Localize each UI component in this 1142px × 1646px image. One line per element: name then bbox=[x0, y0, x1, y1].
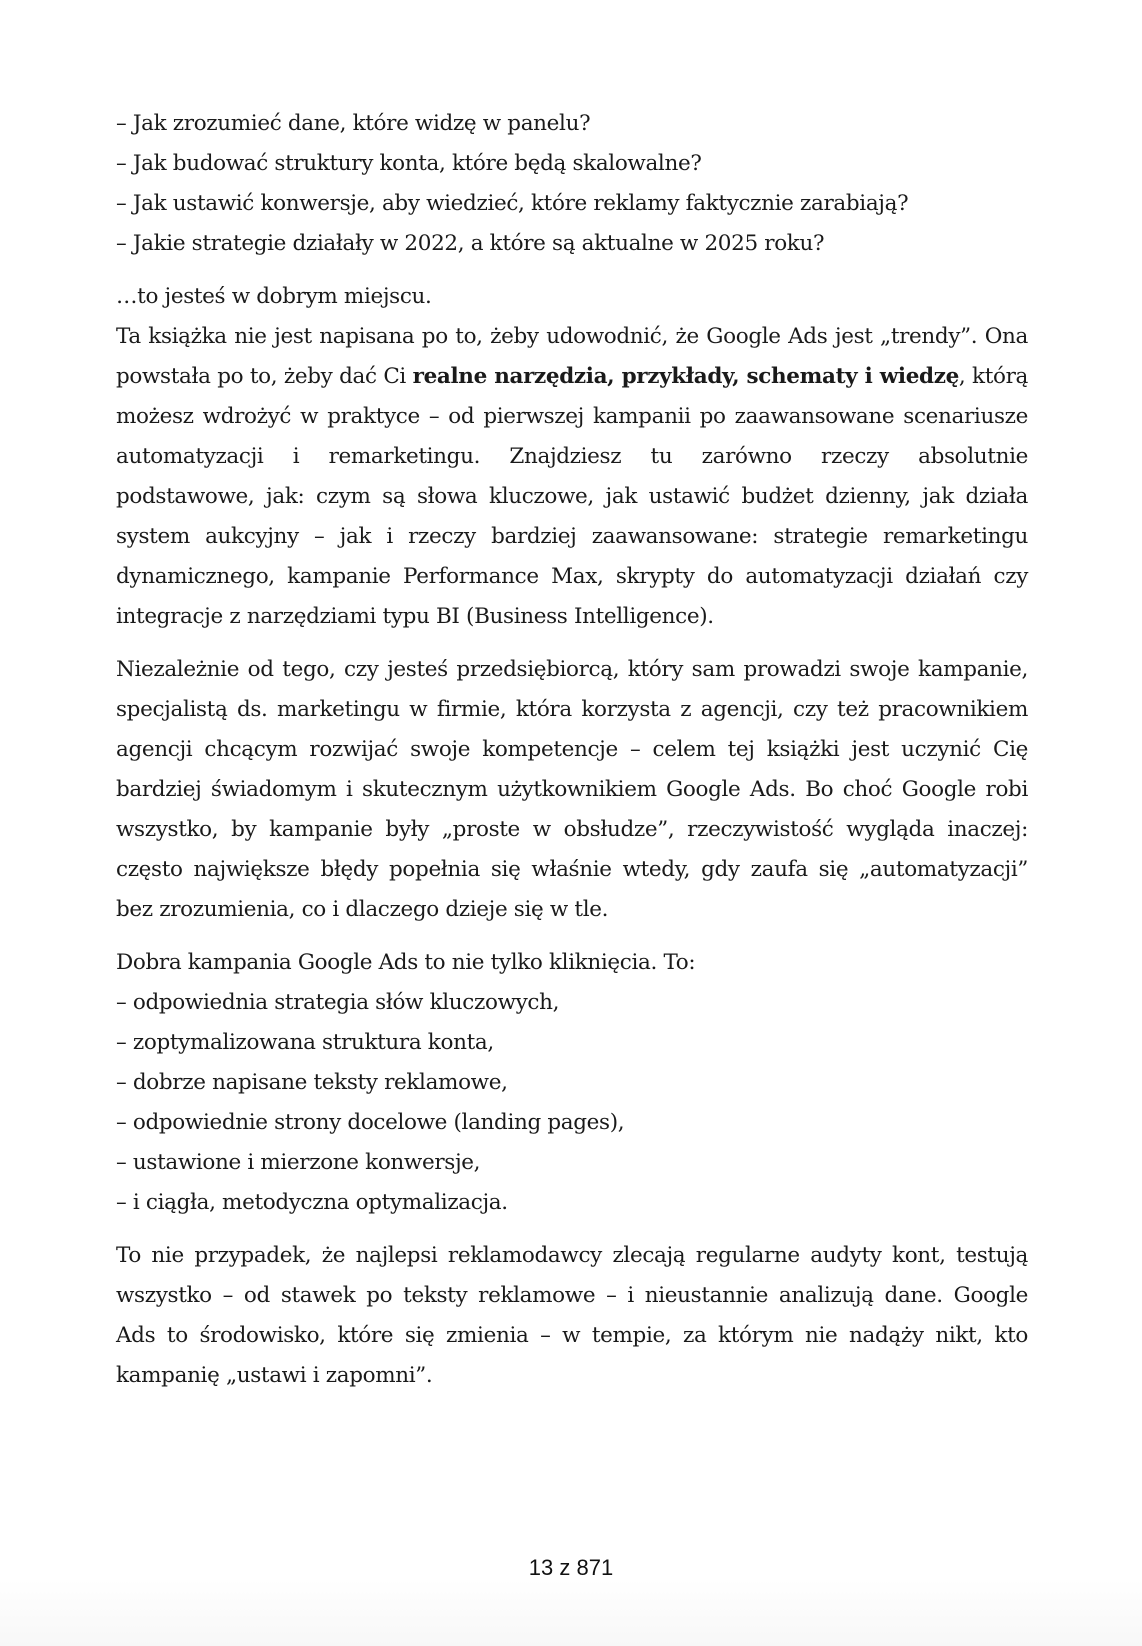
list-intro: Dobra kampania Google Ads to nie tylko kliknięcia. To: bbox=[116, 950, 696, 975]
text-line: bardziej świadomym i skutecznym użytkownikiem Google Ads. Bo choć Google robi bbox=[116, 777, 1028, 802]
text-line: często największe błędy popełnia się właśnie wtedy, gdy zaufa się „automatyzacji” bbox=[116, 857, 1028, 882]
text-line: możesz wdrożyć w praktyce – od pierwszej kampanii po zaawansowane scenariusze bbox=[116, 404, 1028, 429]
text-line: specjalistą ds. marketingu w firmie, która korzysta z agencji, czy też pracownikiem bbox=[116, 697, 1028, 722]
paragraph-book-purpose bbox=[116, 317, 1028, 637]
text-line: wszystko – od stawek po teksty reklamowe – i nieustannie analizują dane. Google bbox=[116, 1283, 1028, 1308]
list-item: – odpowiednie strony docelowe (landing pages), bbox=[116, 1110, 625, 1135]
paragraph-audience bbox=[116, 650, 1028, 930]
text-line: wszystko, by kampanie były „proste w obsłudze”, rzeczywistość wygląda inaczej: bbox=[116, 817, 1028, 842]
list-item: – zoptymalizowana struktura konta, bbox=[116, 1030, 494, 1055]
text-line: integracje z narzędziami typu BI (Business Intelligence). bbox=[116, 604, 714, 629]
document-page bbox=[116, 104, 1028, 1409]
text-line: To nie przypadek, że najlepsi reklamodawcy zlecają regularne audyty kont, testują bbox=[116, 1243, 1028, 1268]
question-item: – Jakie strategie działały w 2022, a które są aktualne w 2025 roku? bbox=[116, 231, 825, 256]
text-line: Niezależnie od tego, czy jesteś przedsiębiorcą, który sam prowadzi swoje kampanie, bbox=[116, 657, 1028, 682]
text-run: , którą bbox=[958, 364, 1028, 389]
text-line: podstawowe, jak: czym są słowa kluczowe, jak ustawić budżet dzienny, jak działa bbox=[116, 484, 1028, 509]
text-line: system aukcyjny – jak i rzeczy bardziej zaawansowane: strategie remarketingu bbox=[116, 524, 1028, 549]
question-item: – Jak ustawić konwersje, aby wiedzieć, które reklamy faktycznie zarabiają? bbox=[116, 191, 909, 216]
text-line: bez zrozumienia, co i dlaczego dzieje się w tle. bbox=[116, 897, 609, 922]
paragraph-good-campaign bbox=[116, 943, 1028, 1223]
text-run: powstała po to, żeby dać Ci bbox=[116, 364, 413, 389]
text-line: kampanię „ustawi i zapomni”. bbox=[116, 1363, 433, 1388]
text-line: Ta książka nie jest napisana po to, żeby udowodnić, że Google Ads jest „trendy”. Ona bbox=[116, 324, 1028, 349]
text-line: automatyzacji i remarketingu. Znajdziesz tu zarówno rzeczy absolutnie bbox=[116, 444, 1028, 469]
list-item: – odpowiednia strategia słów kluczowych, bbox=[116, 990, 560, 1015]
emphasis-text: realne narzędzia, przykłady, schematy i wiedzę bbox=[412, 364, 959, 389]
text-line: dynamicznego, kampanie Performance Max, skrypty do automatyzacji działań czy bbox=[116, 564, 1028, 589]
intro-answer: …to jesteś w dobrym miejscu. bbox=[116, 284, 432, 309]
text-line: agencji chcącym rozwijać swoje kompetencje – celem tej książki jest uczynić Cię bbox=[116, 737, 1028, 762]
text-line: Ads to środowisko, które się zmienia – w tempie, za którym nie nadąży nikt, kto bbox=[116, 1323, 1028, 1348]
question-item: – Jak zrozumieć dane, które widzę w panelu? bbox=[116, 111, 591, 136]
page-number: 13 z 871 bbox=[528, 1555, 614, 1580]
list-item: – i ciągła, metodyczna optymalizacja. bbox=[116, 1190, 508, 1215]
list-item: – dobrze napisane teksty reklamowe, bbox=[116, 1070, 508, 1095]
questions-list bbox=[116, 104, 1028, 264]
list-item: – ustawione i mierzone konwersje, bbox=[116, 1150, 481, 1175]
question-item: – Jak budować struktury konta, które będą skalowalne? bbox=[116, 151, 702, 176]
text-line-with-emphasis bbox=[116, 357, 1028, 397]
paragraph-continuous-change bbox=[116, 1236, 1028, 1396]
